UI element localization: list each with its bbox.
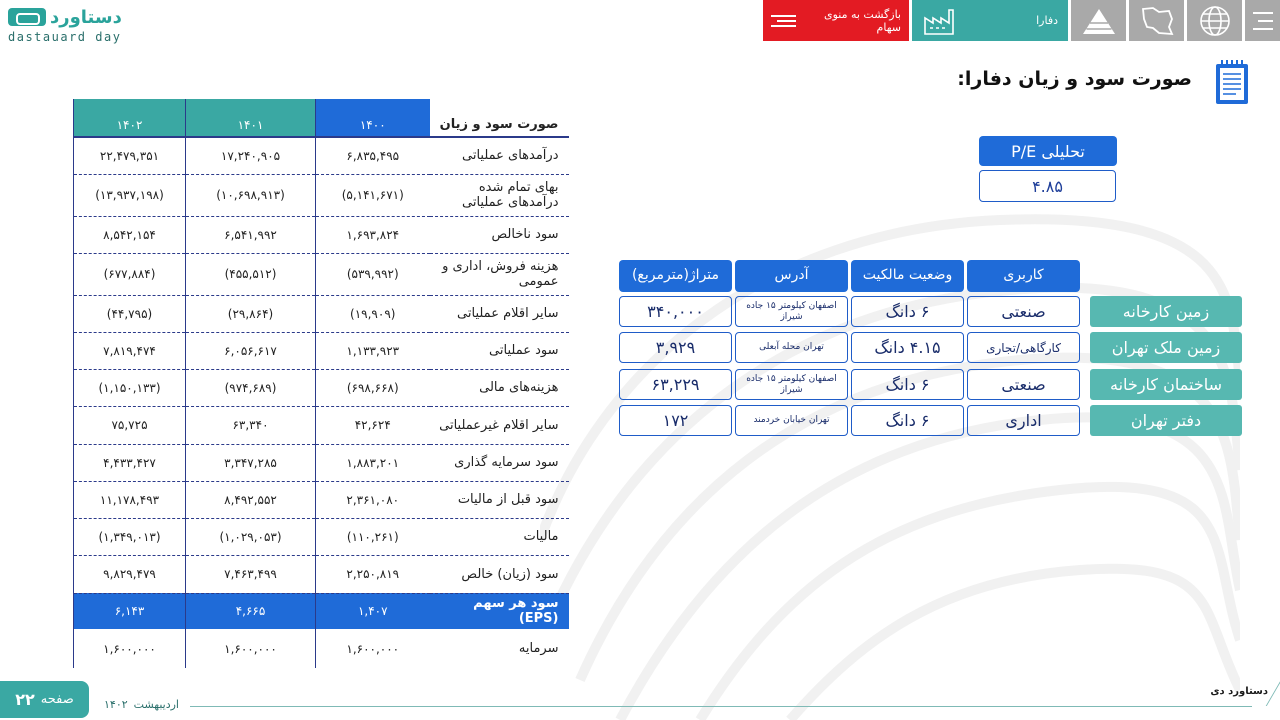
asset-header-usage: کاربری [967, 260, 1080, 292]
page-number-badge [0, 681, 89, 718]
table-row [74, 253, 569, 295]
asset-ownership: ۴.۱۵ دانگ [851, 332, 964, 363]
value-1400: (۱۱۰,۲۶۱) [316, 518, 430, 555]
hamburger-icon [1253, 9, 1273, 33]
row-label: سرمایه [518, 641, 559, 656]
back-label: بازگشت به منوی سهام [823, 7, 901, 34]
table-row [74, 369, 569, 406]
value-1400: ۱,۴۰۷ [316, 593, 430, 629]
value-1401: ۶۳,۳۴۰ [186, 406, 316, 444]
header-year-1401: ۱۴۰۱ [186, 99, 316, 137]
table-row [74, 174, 569, 216]
table-row [74, 555, 569, 593]
asset-area: ۳,۹۲۹ [619, 332, 732, 363]
pyramid-icon [1080, 6, 1118, 36]
value-1402: (۱,۳۴۹,۰۱۳) [74, 518, 186, 555]
logo-mark-icon [8, 8, 46, 26]
factory-icon [922, 6, 956, 36]
value-1401: ۷,۴۶۳,۴۹۹ [186, 555, 316, 593]
footer-divider [190, 706, 1252, 707]
asset-name: ساختمان کارخانه [1090, 369, 1242, 400]
value-1402: (۴۴,۷۹۵) [74, 295, 186, 332]
table-row [74, 518, 569, 555]
asset-name: دفتر تهران [1090, 405, 1242, 436]
header-label: صورت سود و زیان [430, 99, 569, 137]
value-1402: (۱۳,۹۳۷,۱۹۸) [74, 174, 186, 216]
footer-year: ۱۴۰۲ [104, 698, 128, 711]
table-row [74, 406, 569, 444]
asset-address: اصفهان کیلومتر ۱۵ جاده شیراز [735, 296, 848, 327]
row-label: سود سرمایه گذاری [430, 444, 569, 481]
footer-date [104, 698, 179, 711]
back-to-stock-menu-button[interactable] [763, 0, 909, 41]
asset-header-area: متراژ(مترمربع) [619, 260, 732, 292]
iran-map-button[interactable] [1129, 0, 1184, 41]
value-1401: ۶,۰۵۶,۶۱۷ [186, 332, 316, 369]
value-1400: ۱,۶۰۰,۰۰۰ [316, 629, 430, 668]
asset-name: زمین کارخانه [1090, 296, 1242, 327]
value-1402: ۷,۸۱۹,۴۷۴ [74, 332, 186, 369]
value-1400: ۶,۸۳۵,۴۹۵ [316, 137, 430, 174]
header-year-1400: ۱۴۰۰ [316, 99, 430, 137]
value-1401: ۶,۵۴۱,۹۹۲ [186, 216, 316, 253]
logo-fa [8, 6, 122, 28]
footer-month: اردیبهشت [133, 698, 179, 711]
asset-ownership: ۶ دانگ [851, 405, 964, 436]
table-row [74, 481, 569, 518]
table-row [74, 332, 569, 369]
company-button[interactable] [912, 0, 1068, 41]
table-row [74, 216, 569, 253]
value-1402: ۲۲,۴۷۹,۳۵۱ [74, 137, 186, 174]
row-label: سایر اقلام غیرعملیاتی [430, 406, 569, 444]
asset-usage: کارگاهی/تجاری [967, 332, 1080, 363]
asset-header-ownership: وضعیت مالکیت [851, 260, 964, 292]
value-1400: ۲,۳۶۱,۰۸۰ [316, 481, 430, 518]
value-1401: (۱,۰۲۹,۰۵۳) [186, 518, 316, 555]
globe-button[interactable] [1187, 0, 1242, 41]
asset-name: زمین ملک تهران [1090, 332, 1242, 363]
page-label: صفحه [40, 692, 74, 707]
company-label: دفارا [1036, 14, 1058, 27]
row-label: سود (زیان) خالص [430, 555, 569, 593]
value-1402: ۹,۸۲۹,۴۷۹ [74, 555, 186, 593]
asset-address: تهران خیابان خردمند [735, 405, 848, 436]
table-row [74, 629, 569, 668]
value-1401: ۸,۴۹۲,۵۵۲ [186, 481, 316, 518]
value-1401: (۴۵۵,۵۱۲) [186, 253, 316, 295]
table-row [74, 444, 569, 481]
value-1401: ۳,۳۴۷,۲۸۵ [186, 444, 316, 481]
asset-area: ۳۴۰,۰۰۰ [619, 296, 732, 327]
value-1401: ۴,۶۶۵ [186, 593, 316, 629]
value-1400: (۶۹۸,۶۶۸) [316, 369, 430, 406]
value-1402: ۷۵,۷۲۵ [74, 406, 186, 444]
asset-address: تهران محله آبعلی [735, 332, 848, 363]
table-row [74, 593, 569, 629]
value-1401: ۱۷,۲۴۰,۹۰۵ [186, 137, 316, 174]
pe-label: P/E تحلیلی [979, 136, 1117, 166]
value-1402: ۱۱,۱۷۸,۴۹۳ [74, 481, 186, 518]
value-1401: (۱۰,۶۹۸,۹۱۳) [186, 174, 316, 216]
row-label: سود قبل از مالیات [430, 481, 569, 518]
asset-area: ۱۷۲ [619, 405, 732, 436]
pyramid-button[interactable] [1071, 0, 1126, 41]
row-label: سایر اقلام عملیاتی [430, 295, 569, 332]
value-1400: ۱,۱۳۳,۹۲۳ [316, 332, 430, 369]
asset-address: اصفهان کیلومتر ۱۵ جاده شیراز [735, 369, 848, 400]
footer-brand: دستاورد دی [1210, 686, 1268, 697]
asset-ownership: ۶ دانگ [851, 369, 964, 400]
globe-icon [1198, 4, 1232, 38]
table-header-row [74, 99, 569, 137]
page-number: ۲۲ [15, 690, 35, 709]
value-1400: ۴۲,۶۲۴ [316, 406, 430, 444]
header-year-1402: ۱۴۰۲ [74, 99, 186, 137]
asset-header-address: آدرس [735, 260, 848, 292]
row-label: سود ناخالص [430, 216, 569, 253]
row-label: بهای تمام شده درآمدهای عملیاتی [430, 174, 569, 216]
row-label: مالیات [430, 518, 569, 555]
asset-usage: اداری [967, 405, 1080, 436]
row-label: هزینه فروش، اداری و عمومی [430, 253, 569, 295]
value-1400: (۱۹,۹۰۹) [316, 295, 430, 332]
table-row [74, 295, 569, 332]
value-1400: (۵۳۹,۹۹۲) [316, 253, 430, 295]
row-label: سود هر سهم (EPS) [430, 593, 569, 629]
iran-map-icon [1139, 5, 1175, 37]
value-1402: ۶,۱۴۳ [74, 593, 186, 629]
main-menu-button[interactable] [1245, 0, 1280, 41]
row-label: هزینه‌های مالی [430, 369, 569, 406]
value-1401: (۹۷۴,۶۸۹) [186, 369, 316, 406]
value-1402: ۱,۶۰۰,۰۰۰ [74, 629, 186, 668]
asset-usage: صنعتی [967, 369, 1080, 400]
row-label: سود عملیاتی [430, 332, 569, 369]
logo-fa-text: دستاورد [50, 6, 122, 28]
value-1400: ۲,۲۵۰,۸۱۹ [316, 555, 430, 593]
document-icon [1214, 58, 1250, 106]
value-1400: ۱,۸۸۳,۲۰۱ [316, 444, 430, 481]
top-navbar [763, 0, 1280, 41]
value-1402: ۴,۴۳۳,۴۲۷ [74, 444, 186, 481]
value-1401: (۲۹,۸۶۴) [186, 295, 316, 332]
section-title: صورت سود و زیان دفارا: [957, 68, 1192, 90]
row-label: درآمدهای عملیاتی [430, 137, 569, 174]
asset-ownership: ۶ دانگ [851, 296, 964, 327]
table-row [74, 137, 569, 174]
value-1400: (۵,۱۴۱,۶۷۱) [316, 174, 430, 216]
income-statement-table [73, 99, 569, 668]
value-1401: ۱,۶۰۰,۰۰۰ [186, 629, 316, 668]
income-statement-body [74, 137, 569, 668]
asset-area: ۶۳,۲۲۹ [619, 369, 732, 400]
asset-usage: صنعتی [967, 296, 1080, 327]
logo[interactable] [8, 6, 128, 44]
pe-value: ۴.۸۵ [979, 170, 1116, 202]
value-1402: ۸,۵۴۲,۱۵۴ [74, 216, 186, 253]
menu-icon [771, 12, 796, 30]
value-1402: (۱,۱۵۰,۱۳۳) [74, 369, 186, 406]
logo-en-text: dastauard day [8, 30, 122, 44]
value-1402: (۶۷۷,۸۸۴) [74, 253, 186, 295]
value-1400: ۱,۶۹۳,۸۲۴ [316, 216, 430, 253]
